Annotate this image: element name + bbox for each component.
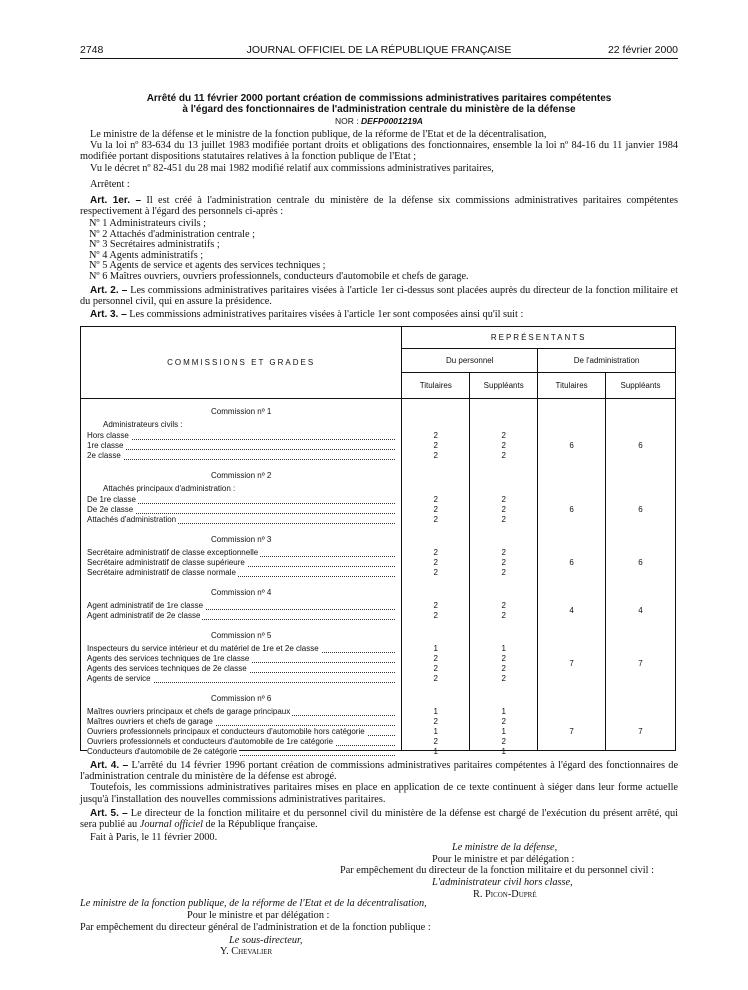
col-header-du-personnel: Du personnel <box>402 349 538 373</box>
signature1-role: L'administrateur civil hors classe, <box>432 877 573 888</box>
grade-label: 1re classe <box>87 441 124 450</box>
administration-titulaires-value: 6 <box>569 558 574 567</box>
signature1-minister: Le ministre de la défense, <box>452 842 558 853</box>
grade-label: De 2e classe <box>87 505 134 514</box>
col-header-suppleants-administration: Suppléants <box>606 373 676 399</box>
list-item: Nº 6 Maîtres ouvriers, ouvriers professionnels, conducteurs d'automobile et chefs de garage. <box>89 270 469 282</box>
grade-label: Hors classe <box>87 431 129 440</box>
commission-title: Commission nº 3 <box>211 535 272 544</box>
preamble-arretent: Arrêtent : <box>90 178 130 190</box>
grade-label: Maîtres ouvriers et chefs de garage <box>87 717 213 726</box>
col-header-de-administration: De l'administration <box>538 349 676 373</box>
grade-label: Conducteurs d'automobile de 2e catégorie <box>87 747 238 756</box>
personnel-suppleants-value: 2 <box>501 601 506 610</box>
personnel-titulaires-value: 2 <box>433 664 438 673</box>
list-item: Nº 4 Agents administratifs ; <box>89 249 204 261</box>
grade-label: De 1re classe <box>87 495 136 504</box>
signature2-name: Y. Chevalier <box>220 946 273 957</box>
list-item: Nº 2 Attachés d'administration centrale ; <box>89 228 256 240</box>
personnel-suppleants-value: 2 <box>501 441 506 450</box>
administration-suppleants-value: 4 <box>638 606 643 615</box>
commission-subtitle: Attachés principaux d'administration : <box>103 484 236 493</box>
article-4-label: Art. 4. – <box>90 760 129 771</box>
col-header-commissions: COMMISSIONS ET GRADES <box>81 327 402 399</box>
personnel-suppleants-value: 2 <box>501 737 506 746</box>
grade-label: Inspecteurs du service intérieur et du matériel de 1re et 2e classe <box>87 644 319 653</box>
article-5-journal: Journal officiel <box>139 819 203 831</box>
personnel-suppleants-value: 2 <box>501 495 506 504</box>
nor-reference <box>80 116 678 126</box>
preamble-vu-decret: Vu le décret nº 82-451 du 28 mai 1982 modifié relatif aux commissions administratives paritaires, <box>90 162 494 174</box>
personnel-titulaires-value: 2 <box>433 601 438 610</box>
personnel-suppleants-value: 1 <box>501 727 506 736</box>
col-header-representants: REPRÉSENTANTS <box>402 327 676 349</box>
administration-suppleants-value: 7 <box>638 727 643 736</box>
personnel-suppleants-value: 1 <box>501 644 506 653</box>
nor-label: NOR : <box>335 116 359 126</box>
commission-title: Commission nº 4 <box>211 588 272 597</box>
personnel-titulaires-value: 2 <box>433 737 438 746</box>
administration-suppleants-value: 7 <box>638 659 643 668</box>
personnel-titulaires-value: 1 <box>433 707 438 716</box>
personnel-suppleants-value: 2 <box>501 548 506 557</box>
list-item: Nº 5 Agents de service et agents des services techniques ; <box>89 260 326 271</box>
personnel-titulaires-value: 2 <box>433 451 438 460</box>
article-5-label: Art. 5. – <box>90 808 128 819</box>
article-5-text: Le directeur de la fonction militaire et du personnel civil du ministère de la défense est chargé de l'exécution du présent arrêté, qui sera publié au <box>80 808 678 831</box>
personnel-suppleants-value: 2 <box>501 654 506 663</box>
personnel-titulaires-value: 2 <box>433 548 438 557</box>
personnel-titulaires-value: 2 <box>433 654 438 663</box>
article-3-label: Art. 3. – <box>90 309 127 320</box>
personnel-titulaires-value: 2 <box>433 495 438 504</box>
personnel-suppleants-value: 1 <box>501 747 506 756</box>
grade-label: Ouvriers professionnels principaux et conducteurs d'automobile hors catégorie <box>87 727 365 736</box>
article-1-list <box>89 219 469 282</box>
signature2-empechement: Par empêchement du directeur général de l'administration et de la fonction publique : <box>80 922 431 933</box>
administration-titulaires-value: 4 <box>569 606 574 615</box>
personnel-titulaires-value: 2 <box>433 568 438 577</box>
administration-titulaires-value: 7 <box>569 727 574 736</box>
grade-label: Maîtres ouvriers principaux et chefs de garage principaux <box>87 707 291 716</box>
grade-label: Secrétaire administratif de classe normale <box>87 568 236 577</box>
commission-title: Commission nº 5 <box>211 631 272 640</box>
page-number: 2748 <box>80 44 104 56</box>
signature2-role: Le sous-directeur, <box>229 935 303 946</box>
administration-suppleants-value: 6 <box>638 441 643 450</box>
personnel-titulaires-column <box>402 399 470 756</box>
grade-label: Secrétaire administratif de classe exceptionnelle <box>87 548 259 557</box>
journal-title: JOURNAL OFFICIEL DE LA RÉPUBLIQUE FRANÇAISE <box>246 44 512 56</box>
grade-label: Secrétaire administratif de classe supérieure <box>87 558 245 567</box>
col-header-titulaires-administration: Titulaires <box>538 373 606 399</box>
personnel-titulaires-value: 2 <box>433 515 438 524</box>
grades-column <box>81 399 402 756</box>
commission-title: Commission nº 1 <box>211 407 272 416</box>
personnel-suppleants-value: 2 <box>501 451 506 460</box>
fait-a-paris: Fait à Paris, le 11 février 2000. <box>90 832 218 843</box>
administration-titulaires-column <box>538 399 606 751</box>
personnel-titulaires-value: 2 <box>433 558 438 567</box>
article-1-label: Art. 1er. – <box>90 195 142 206</box>
leader-dots <box>87 449 395 450</box>
personnel-suppleants-value: 2 <box>501 558 506 567</box>
preamble <box>80 129 678 190</box>
leader-dots <box>87 459 395 460</box>
title-line-2: à l'égard des fonctionnaires de l'administration centrale du ministère de la défense <box>182 104 576 115</box>
col-header-titulaires-personnel: Titulaires <box>402 373 470 399</box>
leader-dots <box>87 439 395 440</box>
header-rule <box>80 58 678 59</box>
personnel-titulaires-value: 2 <box>433 505 438 514</box>
preamble-ministers: Le ministre de la défense et le ministre de la fonction publique, de la réforme de l'Etat et de la décentralisation, <box>90 129 547 140</box>
signature1-empechement: Par empêchement du directeur de la fonction militaire et du personnel civil : <box>340 865 654 876</box>
article-2-label: Art. 2. – <box>90 285 128 296</box>
personnel-suppleants-value: 1 <box>501 707 506 716</box>
decree-title <box>80 93 678 115</box>
personnel-titulaires-value: 1 <box>433 747 438 756</box>
article-3-text: Les commissions administratives paritaires visées à l'article 1er sont composées ainsi qu'il suit : <box>129 309 524 320</box>
article-4-text-2: Toutefois, les commissions administratives paritaires mises en place en application de ce texte continuent à siéger dans leur forme actuelle jusqu'à l'installation des nouvelles commissions administratives paritaires. <box>80 782 678 805</box>
title-line-1: Arrêté du 11 février 2000 portant création de commissions administratives paritaires compétentes <box>146 93 612 104</box>
commission-subtitle: Administrateurs civils : <box>103 420 183 429</box>
administration-titulaires-value: 6 <box>569 505 574 514</box>
list-item: Nº 3 Secrétaires administratifs ; <box>89 239 220 250</box>
personnel-suppleants-value: 2 <box>501 717 506 726</box>
commissions-table <box>80 326 676 756</box>
grade-label: Agents des services techniques de 2e classe <box>87 664 247 673</box>
administration-suppleants-value: 6 <box>638 558 643 567</box>
preamble-vu-loi: Vu la loi nº 83-634 du 13 juillet 1983 modifiée portant droits et obligations des fonctionnaires, ensemble la loi nº 84-16 du 11 janvier 1984 modifiée portant dispositions statutaires relatives à la fonction publique de l'Etat ; <box>80 140 678 163</box>
personnel-titulaires-value: 2 <box>433 611 438 620</box>
issue-date: 22 février 2000 <box>607 44 678 56</box>
administration-suppleants-value: 6 <box>638 505 643 514</box>
signature2-minister: Le ministre de la fonction publique, de la réforme de l'Etat et de la décentralisation, <box>80 898 427 909</box>
article-3 <box>80 309 678 320</box>
personnel-titulaires-value: 2 <box>433 441 438 450</box>
grade-label: Agent administratif de 1re classe <box>87 601 204 610</box>
personnel-titulaires-value: 2 <box>433 674 438 683</box>
nor-code: DEFP0001219A <box>361 116 423 126</box>
article-1 <box>80 195 678 217</box>
signature1-name: R. Picon-Dupré <box>473 889 537 900</box>
grade-label: Agents de service <box>87 674 151 683</box>
administration-titulaires-value: 6 <box>569 441 574 450</box>
signature1-pour: Pour le ministre et par délégation : <box>432 854 575 865</box>
grade-label: 2e classe <box>87 451 121 460</box>
list-item: Nº 1 Administrateurs civils ; <box>89 218 207 229</box>
article-4 <box>80 760 678 805</box>
col-header-suppleants-personnel: Suppléants <box>470 373 538 399</box>
article-2 <box>80 285 678 307</box>
page-header <box>80 44 678 58</box>
personnel-titulaires-value: 1 <box>433 644 438 653</box>
commission-title: Commission nº 2 <box>211 471 272 480</box>
grade-label: Agents des services techniques de 1re classe <box>87 654 250 663</box>
article-4-text: L'arrêté du 14 février 1996 portant création de commissions administratives paritaires compétentes à l'égard des fonctionnaires de l'administration centrale du ministère de la défense est abrogé. <box>80 760 679 783</box>
article-5-text-end: de la République française. <box>205 819 318 831</box>
personnel-suppleants-value: 2 <box>501 515 506 524</box>
personnel-suppleants-column <box>470 399 538 756</box>
personnel-suppleants-value: 2 <box>501 568 506 577</box>
administration-titulaires-value: 7 <box>569 659 574 668</box>
commission-title: Commission nº 6 <box>211 694 272 703</box>
article-5 <box>80 808 678 830</box>
grade-label: Attachés d'administration <box>87 515 177 524</box>
article-2-text: Les commissions administratives paritaires visées à l'article 1er ci-dessus sont placées auprès du directeur de la fonction militaire et du personnel civil, qui en assure la présidence. <box>80 285 678 308</box>
personnel-suppleants-value: 2 <box>501 505 506 514</box>
personnel-suppleants-value: 2 <box>501 611 506 620</box>
grade-label: Ouvriers professionnels et conducteurs d'automobile de 1re catégorie <box>87 737 334 746</box>
personnel-suppleants-value: 2 <box>501 674 506 683</box>
signature2-pour: Pour le ministre et par délégation : <box>187 910 330 921</box>
personnel-titulaires-value: 2 <box>433 717 438 726</box>
grade-label: Agent administratif de 2e classe <box>87 611 201 620</box>
administration-suppleants-column <box>606 399 676 751</box>
article-1-text: Il est créé à l'administration centrale du ministère de la défense six commissions administratives paritaires compétentes respectivement à l'égard des personnels ci-après : <box>80 195 678 218</box>
personnel-suppleants-value: 2 <box>501 431 506 440</box>
personnel-suppleants-value: 2 <box>501 664 506 673</box>
personnel-titulaires-value: 1 <box>433 727 438 736</box>
personnel-titulaires-value: 2 <box>433 431 438 440</box>
